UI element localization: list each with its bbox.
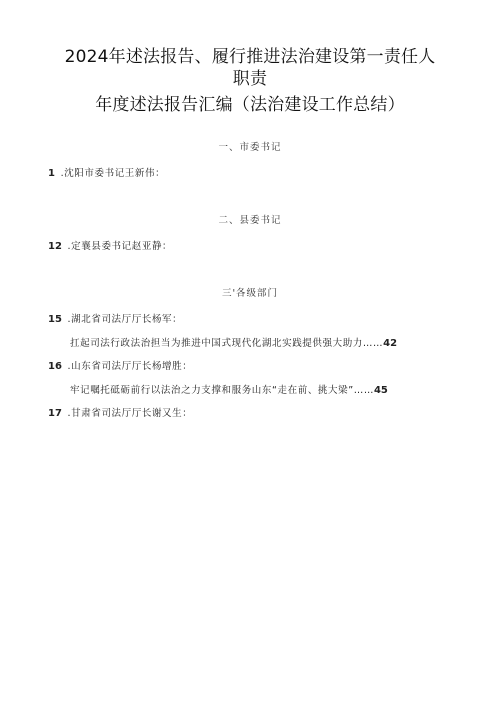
entry-number: 16	[48, 361, 62, 372]
title-line-1: 2024年述法报告、履行推进法治建设第一责任人	[64, 47, 436, 67]
entry-text: .沈阳市委书记王新伟：	[56, 168, 166, 179]
entry-number: 17	[48, 408, 62, 419]
toc-entry	[48, 165, 165, 179]
subentry-text: 牢记嘱托砥砺前行以法治之力支撑和服务山东“走在前、挑大梁”……	[70, 385, 374, 396]
section-heading-city-secretary: 一、市委书记	[218, 142, 282, 153]
entry-number: 1	[48, 168, 55, 179]
entry-text: .定襄县委书记赵亚静：	[63, 241, 173, 252]
subentry-text: 扛起司法行政法治担当为推进中国式现代化湖北实践提供强大助力……	[70, 338, 384, 349]
toc-entry	[48, 311, 182, 325]
title-line-3: 年度述法报告汇编（法治建设工作总结）	[95, 95, 405, 115]
document-title	[0, 46, 500, 116]
title-line-2: 职责	[232, 69, 268, 89]
toc-entry	[48, 405, 192, 419]
entry-number: 15	[48, 314, 62, 325]
entry-number: 12	[48, 241, 62, 252]
toc-entry	[48, 358, 192, 372]
entry-text: .山东省司法厅厅长杨增胜：	[63, 361, 193, 372]
toc-entry	[48, 238, 172, 252]
page-number: 45	[373, 385, 388, 396]
page-number: 42	[383, 338, 398, 349]
toc-subentry	[70, 382, 388, 396]
entry-text: .甘肃省司法厅厅长谢又生：	[63, 408, 193, 419]
toc-subentry	[70, 335, 397, 349]
section-heading-departments: 三'各级部门	[221, 288, 279, 299]
entry-text: .湖北省司法厅厅长杨军：	[63, 314, 183, 325]
section-heading-county-secretary: 二、县委书记	[218, 215, 282, 226]
